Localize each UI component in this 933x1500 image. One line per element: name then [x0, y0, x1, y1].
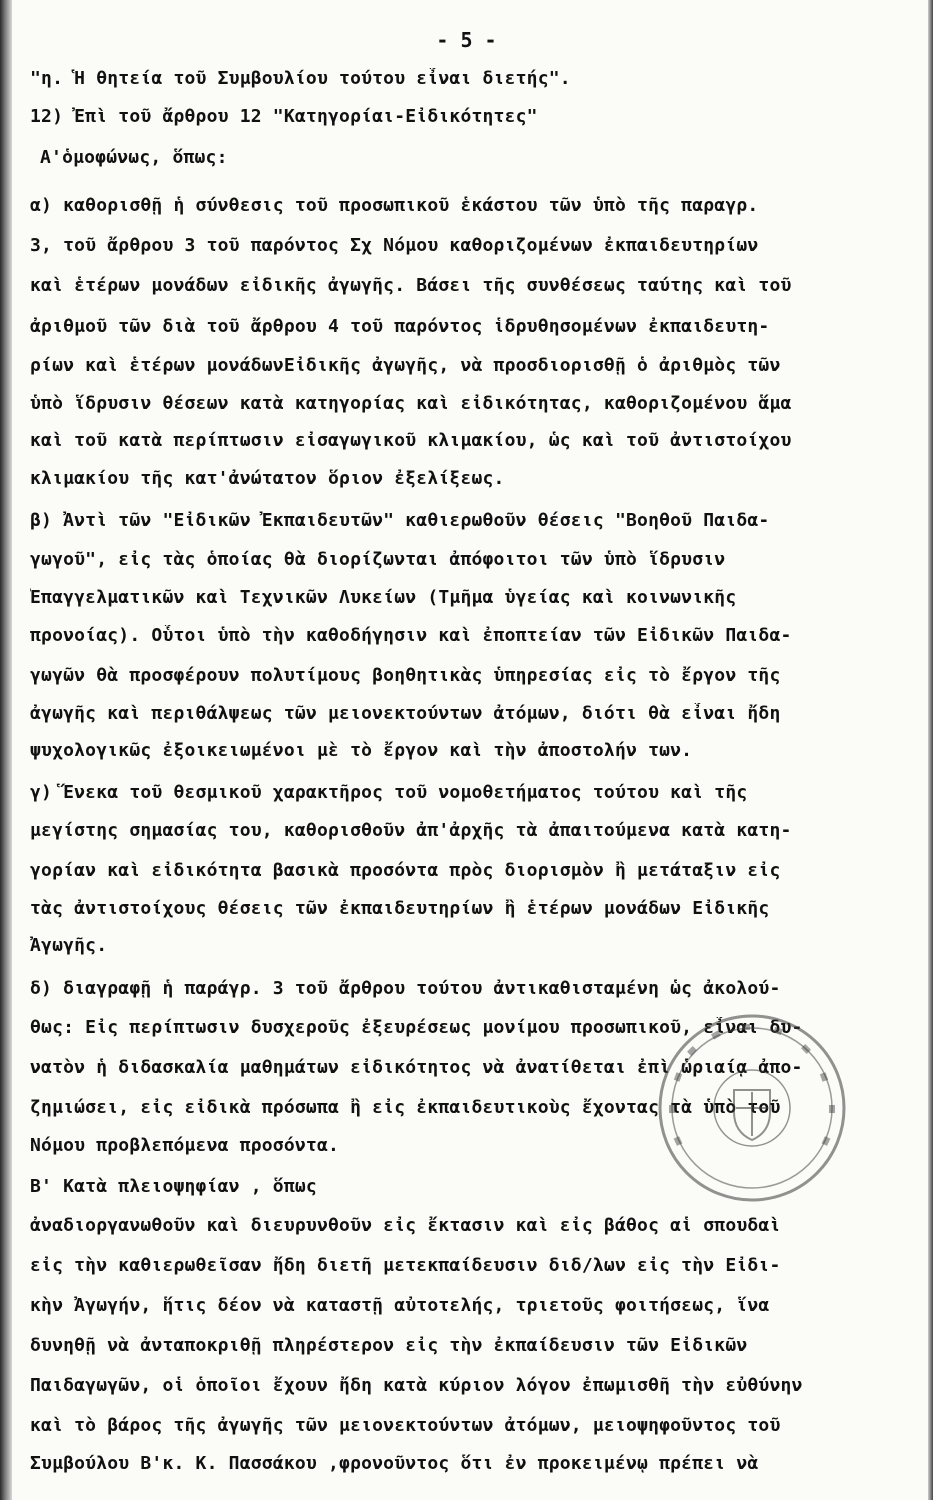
text-line: 12) Ἐπὶ τοῦ ἄρθρου 12 "Κατηγορίαι-Εἰδικότητες"	[30, 106, 538, 127]
text-line: α) καθορισθῇ ἡ σύνθεσις τοῦ προσωπικοῦ ἑκάστου τῶν ὑπὸ τῆς παραγρ.	[30, 195, 759, 216]
official-seal-stamp	[652, 1008, 852, 1208]
text-line: Παιδαγωγῶν, οἱ ὁποῖοι ἔχουν ἤδη κατὰ κύριον λόγον ἐπωμισθῆ τὴν εὐθύνην	[30, 1375, 803, 1396]
text-line: ζημιώσει, εἰς εἰδικὰ πρόσωπα ἢ εἰς ἐκπαιδευτικοὺς ἔχοντας τὰ ὑπὸ τοῦ	[30, 1097, 781, 1118]
text-line: Β' Κατὰ πλειοψηφίαν , ὅπως	[30, 1176, 317, 1197]
text-line: προνοίας). Οὗτοι ὑπὸ τὴν καθοδήγησιν καὶ ἐποπτείαν τῶν Εἰδικῶν Παιδα-	[30, 625, 792, 646]
text-line: δ) διαγραφῇ ἡ παράγρ. 3 τοῦ ἄρθρου τούτου ἀντικαθισταμένη ὡς ἀκολού-	[30, 978, 781, 999]
text-line: καὶ ἑτέρων μονάδων εἰδικῆς ἀγωγῆς. Βάσει τῆς συνθέσεως ταύτης καὶ τοῦ	[30, 275, 792, 296]
text-line: Ἐπαγγελματικῶν καὶ Τεχνικῶν Λυκείων (Τμῆμα ὑγείας καὶ κοινωνικῆς	[30, 587, 737, 608]
text-line: Ἀγωγῆς.	[30, 935, 108, 956]
text-line: εἰς τὴν καθιερωθεῖσαν ἤδη διετῆ μετεκπαίδευσιν διδ/λων εἰς τὴν Εἰδι-	[30, 1255, 781, 1276]
text-line: κὴν Ἀγωγήν, ἥτις δέον νὰ καταστῇ αὐτοτελής, τριετοῦς φοιτήσεως, ἵνα	[30, 1295, 770, 1316]
text-line: τὰς ἀντιστοίχους θέσεις τῶν ἐκπαιδευτηρίων ἢ ἑτέρων μονάδων Εἰδικῆς	[30, 898, 770, 919]
text-line: ἀριθμοῦ τῶν διὰ τοῦ ἄρθρου 4 τοῦ παρόντος ἱδρυθησομένων ἐκπαιδευτη-	[30, 316, 770, 337]
text-line: καὶ τὸ βάρος τῆς ἀγωγῆς τῶν μειονεκτούντων ἀτόμων, μειοψηφοῦντος τοῦ	[30, 1415, 781, 1436]
text-line: μεγίστης σημασίας του, καθορισθοῦν ἀπ'ἀρχῆς τὰ ἀπαιτούμενα κατὰ κατη-	[30, 820, 792, 841]
text-line: Α'ὁμοφώνως, ὅπως:	[40, 147, 228, 168]
text-line: γ) Ἕνεκα τοῦ θεσμικοῦ χαρακτῆρος τοῦ νομοθετήματος τούτου καὶ τῆς	[30, 782, 748, 803]
scan-left-edge	[0, 0, 12, 1500]
text-line: Νόμου προβλεπόμενα προσόντα.	[30, 1135, 340, 1156]
text-line: ὑπὸ ἵδρυσιν θέσεων κατὰ κατηγορίας καὶ εἰδικότητας, καθοριζομένου ἅμα	[30, 393, 792, 414]
text-line: β) Ἀντὶ τῶν "Εἰδικῶν Ἐκπαιδευτῶν" καθιερωθοῦν θέσεις "Βοηθοῦ Παιδα-	[30, 510, 770, 531]
text-line: γορίαν καὶ εἰδικότητα βασικὰ προσόντα πρὸς διορισμὸν ἢ μετάταξιν εἰς	[30, 860, 781, 881]
text-line: ἀγωγῆς καὶ περιθάλψεως τῶν μειονεκτούντων ἀτόμων, διότι θὰ εἶναι ἤδη	[30, 703, 781, 724]
text-line: κλιμακίου τῆς κατ'ἀνώτατον ὅριον ἐξελίξεως.	[30, 468, 505, 489]
text-line: ἀναδιοργανωθοῦν καὶ διευρυνθοῦν εἰς ἔκτασιν καὶ εἰς βάθος αἱ σπουδαὶ	[30, 1215, 781, 1236]
text-line: δυνηθῇ νὰ ἀνταποκριθῇ πληρέστερον εἰς τὴν ἐκπαίδευσιν τῶν Εἰδικῶν	[30, 1335, 748, 1356]
text-line: Συμβούλου Β'κ. Κ. Πασσάκου ,φρονοῦντος ὅτι ἐν προκειμένῳ πρέπει νὰ	[30, 1453, 759, 1474]
text-line: 3, τοῦ ἄρθρου 3 τοῦ παρόντος Σχ Νόμου καθοριζομένων ἐκπαιδευτηρίων	[30, 235, 759, 256]
page-number: - 5 -	[436, 28, 497, 52]
text-line: καὶ τοῦ κατὰ περίπτωσιν εἰσαγωγικοῦ κλιμακίου, ὡς καὶ τοῦ ἀντιστοίχου	[30, 430, 792, 451]
text-line: θως: Εἰς περίπτωσιν δυσχεροῦς ἐξευρέσεως μονίμου προσωπικοῦ, εἶναι δυ-	[30, 1017, 803, 1038]
text-line: ψυχολογικῶς ἐξοικειωμένοι μὲ τὸ ἔργον καὶ τὴν ἀποστολήν των.	[30, 740, 693, 761]
text-line: γωγοῦ", εἰς τὰς ὁποίας θὰ διορίζωνται ἀπόφοιτοι τῶν ὑπὸ ἵδρυσιν	[30, 549, 726, 570]
scan-right-edge	[928, 0, 933, 1500]
text-line: "η. Ἡ θητεία τοῦ Συμβουλίου τούτου εἶναι διετής".	[30, 68, 571, 89]
text-line: νατὸν ἡ διδασκαλία μαθημάτων εἰδικότητος νὰ ἀνατίθεται ἐπὶ ὡριαίᾳ ἀπο-	[30, 1057, 803, 1078]
text-line: ρίων καὶ ἑτέρων μονάδωνΕἰδικῆς ἀγωγῆς, νὰ προσδιορισθῇ ὁ ἀριθμὸς τῶν	[30, 355, 781, 376]
text-line: γωγῶν θὰ προσφέρουν πολυτίμους βοηθητικὰς ὑπηρεσίας εἰς τὸ ἔργον τῆς	[30, 665, 781, 686]
